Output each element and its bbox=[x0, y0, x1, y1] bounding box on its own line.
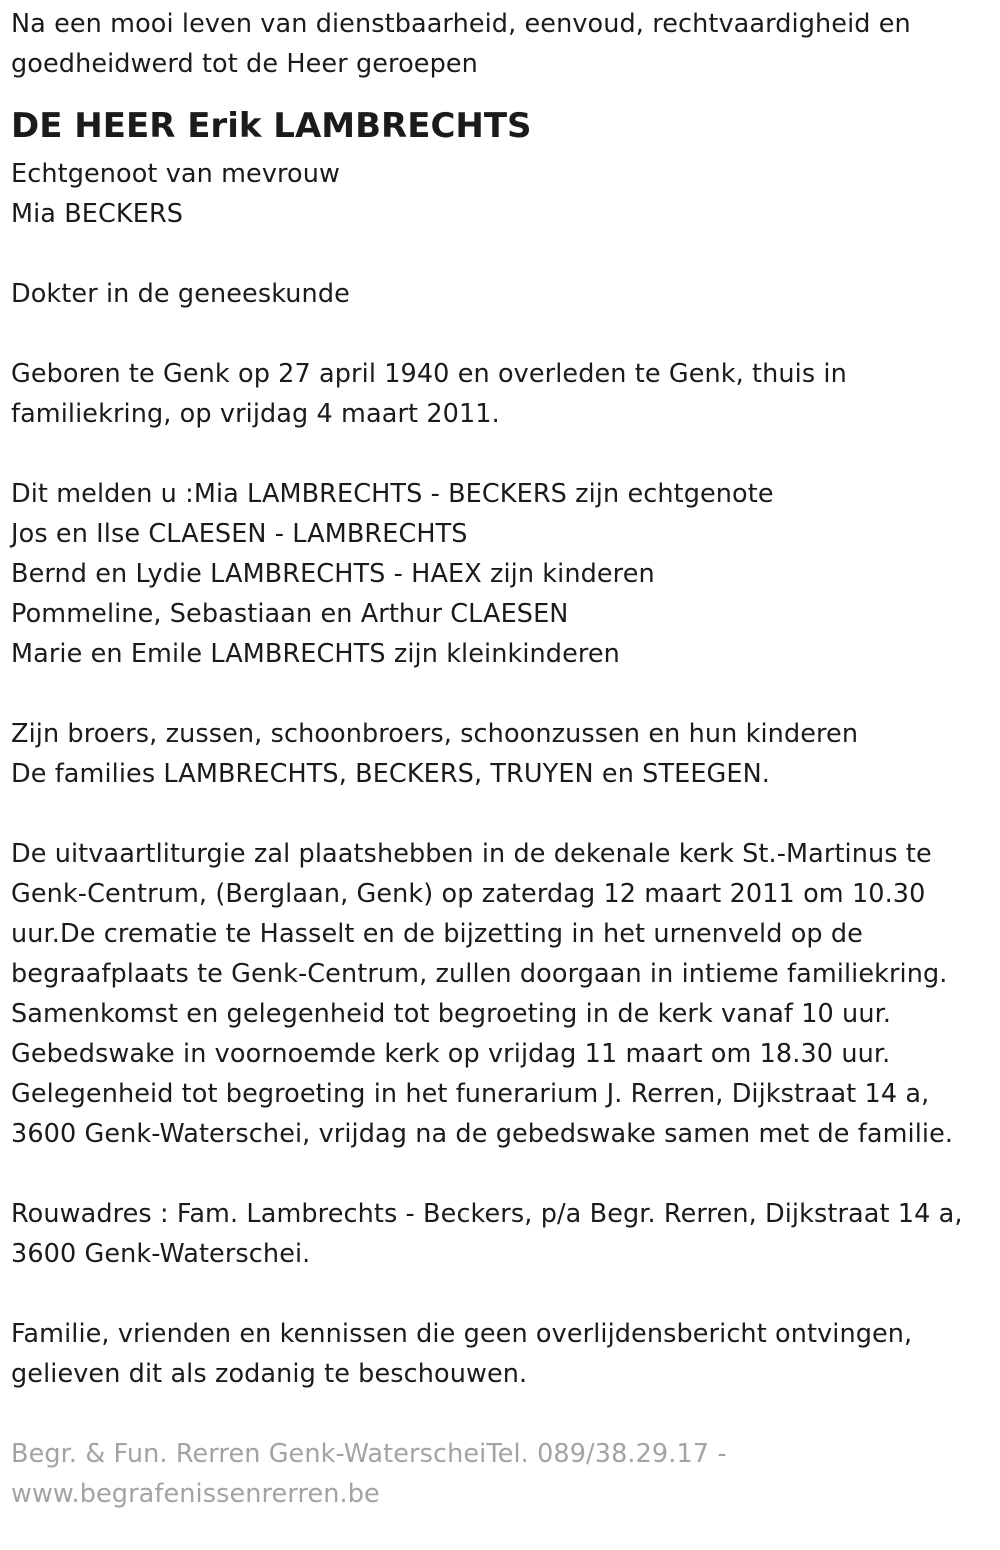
profession-line: Dokter in de geneeskunde bbox=[11, 279, 350, 309]
spouse-line: Mia BECKERS bbox=[11, 199, 184, 229]
notice-paragraph bbox=[11, 1314, 995, 1394]
footer-line: Begr. & Fun. Rerren Genk-WaterscheiTel. 089/38.29.17 - bbox=[11, 1439, 727, 1469]
funeral-line: Samenkomst en gelegenheid tot begroeting in de kerk vanaf 10 uur. bbox=[11, 999, 892, 1029]
funeral-line: De uitvaartliturgie zal plaatshebben in de dekenale kerk St.-Martinus te bbox=[11, 839, 932, 869]
funeral-line: Genk-Centrum, (Berglaan, Genk) op zaterdag 12 maart 2011 om 10.30 bbox=[11, 879, 926, 909]
spouse-line: Echtgenoot van mevrouw bbox=[11, 159, 340, 189]
spacer bbox=[11, 1274, 995, 1314]
relatives-line: Zijn broers, zussen, schoonbroers, schoonzussen en hun kinderen bbox=[11, 719, 859, 749]
birth-death-line: familiekring, op vrijdag 4 maart 2011. bbox=[11, 399, 500, 429]
obituary-document bbox=[11, 4, 995, 1514]
family-paragraph bbox=[11, 474, 995, 674]
relatives-paragraph bbox=[11, 714, 995, 794]
family-line: Marie en Emile LAMBRECHTS zijn kleinkinderen bbox=[11, 639, 620, 669]
deceased-name-heading: DE HEER Erik LAMBRECHTS bbox=[11, 106, 532, 146]
intro-line: Na een mooi leven van dienstbaarheid, eenvoud, rechtvaardigheid en bbox=[11, 9, 911, 39]
funeral-paragraph bbox=[11, 834, 995, 1154]
funeral-line: begraafplaats te Genk-Centrum, zullen doorgaan in intieme familiekring. bbox=[11, 959, 948, 989]
family-line: Dit melden u :Mia LAMBRECHTS - BECKERS zijn echtgenote bbox=[11, 479, 774, 509]
relatives-line: De families LAMBRECHTS, BECKERS, TRUYEN en STEEGEN. bbox=[11, 759, 771, 789]
address-line: 3600 Genk-Waterschei. bbox=[11, 1239, 311, 1269]
footer-website-link[interactable]: www.begrafenissenrerren.be bbox=[11, 1479, 380, 1509]
spacer bbox=[11, 1394, 995, 1434]
spacer bbox=[11, 674, 995, 714]
address-line: Rouwadres : Fam. Lambrechts - Beckers, p/a Begr. Rerren, Dijkstraat 14 a, bbox=[11, 1199, 963, 1229]
spacer bbox=[11, 314, 995, 354]
address-paragraph bbox=[11, 1194, 995, 1274]
birth-death-line: Geboren te Genk op 27 april 1940 en overleden te Genk, thuis in bbox=[11, 359, 847, 389]
birth-death-paragraph bbox=[11, 354, 995, 434]
notice-line: Familie, vrienden en kennissen die geen overlijdensbericht ontvingen, bbox=[11, 1319, 913, 1349]
spacer bbox=[11, 434, 995, 474]
funeral-line: Gebedswake in voornoemde kerk op vrijdag 11 maart om 18.30 uur. bbox=[11, 1039, 891, 1069]
family-line: Bernd en Lydie LAMBRECHTS - HAEX zijn kinderen bbox=[11, 559, 655, 589]
intro-line: goedheidwerd tot de Heer geroepen bbox=[11, 49, 478, 79]
family-line: Jos en Ilse CLAESEN - LAMBRECHTS bbox=[11, 519, 468, 549]
intro-paragraph bbox=[11, 4, 995, 84]
spacer bbox=[11, 1154, 995, 1194]
funeral-line: 3600 Genk-Waterschei, vrijdag na de gebedswake samen met de familie. bbox=[11, 1119, 954, 1149]
funeral-home-footer bbox=[11, 1434, 995, 1514]
spacer bbox=[11, 794, 995, 834]
funeral-line: Gelegenheid tot begroeting in het funerarium J. Rerren, Dijkstraat 14 a, bbox=[11, 1079, 930, 1109]
spouse-paragraph bbox=[11, 154, 995, 234]
spacer bbox=[11, 234, 995, 274]
family-line: Pommeline, Sebastiaan en Arthur CLAESEN bbox=[11, 599, 569, 629]
funeral-line: uur.De crematie te Hasselt en de bijzetting in het urnenveld op de bbox=[11, 919, 863, 949]
notice-line: gelieven dit als zodanig te beschouwen. bbox=[11, 1359, 528, 1389]
